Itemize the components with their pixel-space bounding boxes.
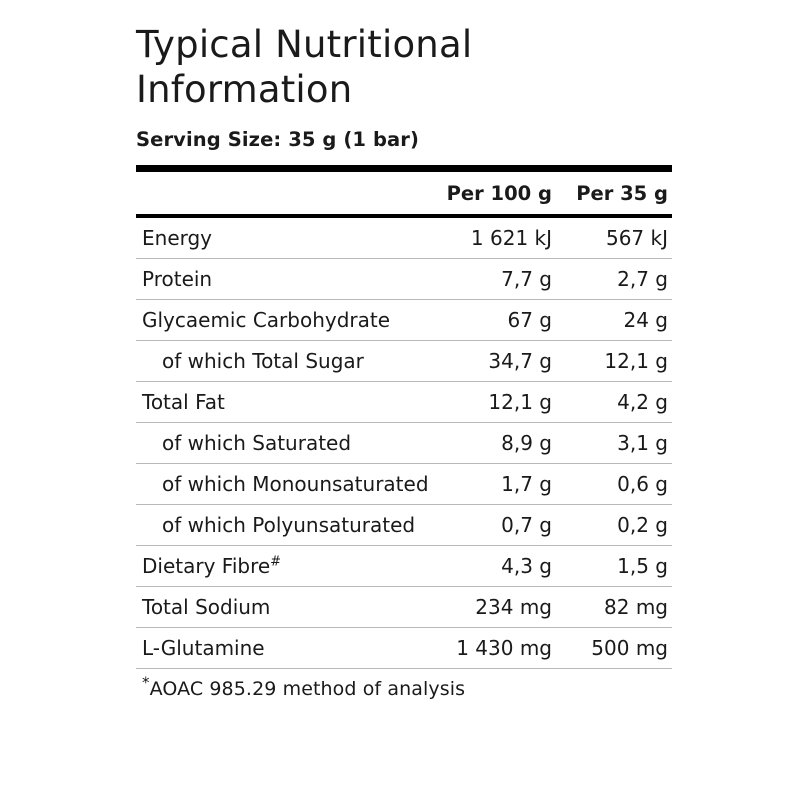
- table-row: [136, 423, 672, 464]
- value-per-100g: 1,7 g: [414, 464, 556, 505]
- value-per-100g: 0,7 g: [414, 505, 556, 546]
- column-header-per-100g: Per 100 g: [414, 169, 556, 217]
- value-per-35g: 3,1 g: [556, 423, 672, 464]
- table-header-row: [136, 169, 672, 217]
- table-row: [136, 628, 672, 669]
- value-per-100g: 34,7 g: [414, 341, 556, 382]
- value-per-35g: 4,2 g: [556, 382, 672, 423]
- value-per-100g: 4,3 g: [414, 546, 556, 587]
- nutrient-name: Total Fat: [136, 382, 414, 423]
- value-per-35g: 2,7 g: [556, 259, 672, 300]
- nutrient-name: Protein: [136, 259, 414, 300]
- value-per-35g: 82 mg: [556, 587, 672, 628]
- value-per-35g: 567 kJ: [556, 216, 672, 259]
- value-per-100g: 1 621 kJ: [414, 216, 556, 259]
- table-row: [136, 341, 672, 382]
- column-header-per-35g: Per 35 g: [556, 169, 672, 217]
- serving-size-label: Serving Size: 35 g (1 bar): [136, 128, 419, 152]
- nutrient-name: Glycaemic Carbohydrate: [136, 300, 414, 341]
- nutrient-name: Dietary Fibre#: [136, 546, 414, 587]
- nutrient-name: of which Saturated: [136, 423, 414, 464]
- nutrient-name: of which Polyunsaturated: [136, 505, 414, 546]
- table-header: [136, 169, 672, 217]
- value-per-100g: 12,1 g: [414, 382, 556, 423]
- nutrient-name: L-Glutamine: [136, 628, 414, 669]
- nutrition-table: [136, 165, 672, 669]
- footnote: [136, 673, 672, 701]
- nutrient-name: Total Sodium: [136, 587, 414, 628]
- value-per-35g: 1,5 g: [556, 546, 672, 587]
- page-title: Typical Nutritional Information: [136, 23, 473, 112]
- value-per-100g: 67 g: [414, 300, 556, 341]
- value-per-100g: 1 430 mg: [414, 628, 556, 669]
- footnote-ref: #: [270, 554, 282, 570]
- table-row: [136, 216, 672, 259]
- value-per-100g: 234 mg: [414, 587, 556, 628]
- column-header-name: [136, 169, 414, 217]
- table-body: [136, 216, 672, 669]
- table-row: [136, 259, 672, 300]
- value-per-35g: 12,1 g: [556, 341, 672, 382]
- table-row: [136, 587, 672, 628]
- value-per-100g: 8,9 g: [414, 423, 556, 464]
- nutrient-name: Energy: [136, 216, 414, 259]
- table-row: [136, 382, 672, 423]
- value-per-35g: 500 mg: [556, 628, 672, 669]
- value-per-35g: 0,6 g: [556, 464, 672, 505]
- value-per-100g: 7,7 g: [414, 259, 556, 300]
- value-per-35g: 24 g: [556, 300, 672, 341]
- footnote-marker: *: [142, 673, 150, 692]
- table-row: [136, 546, 672, 587]
- footnote-text: AOAC 985.29 method of analysis: [149, 678, 466, 701]
- table-row: [136, 505, 672, 546]
- table-row: [136, 464, 672, 505]
- value-per-35g: 0,2 g: [556, 505, 672, 546]
- table-row: [136, 300, 672, 341]
- nutrient-name: of which Total Sugar: [136, 341, 414, 382]
- nutrient-name: of which Monounsaturated: [136, 464, 414, 505]
